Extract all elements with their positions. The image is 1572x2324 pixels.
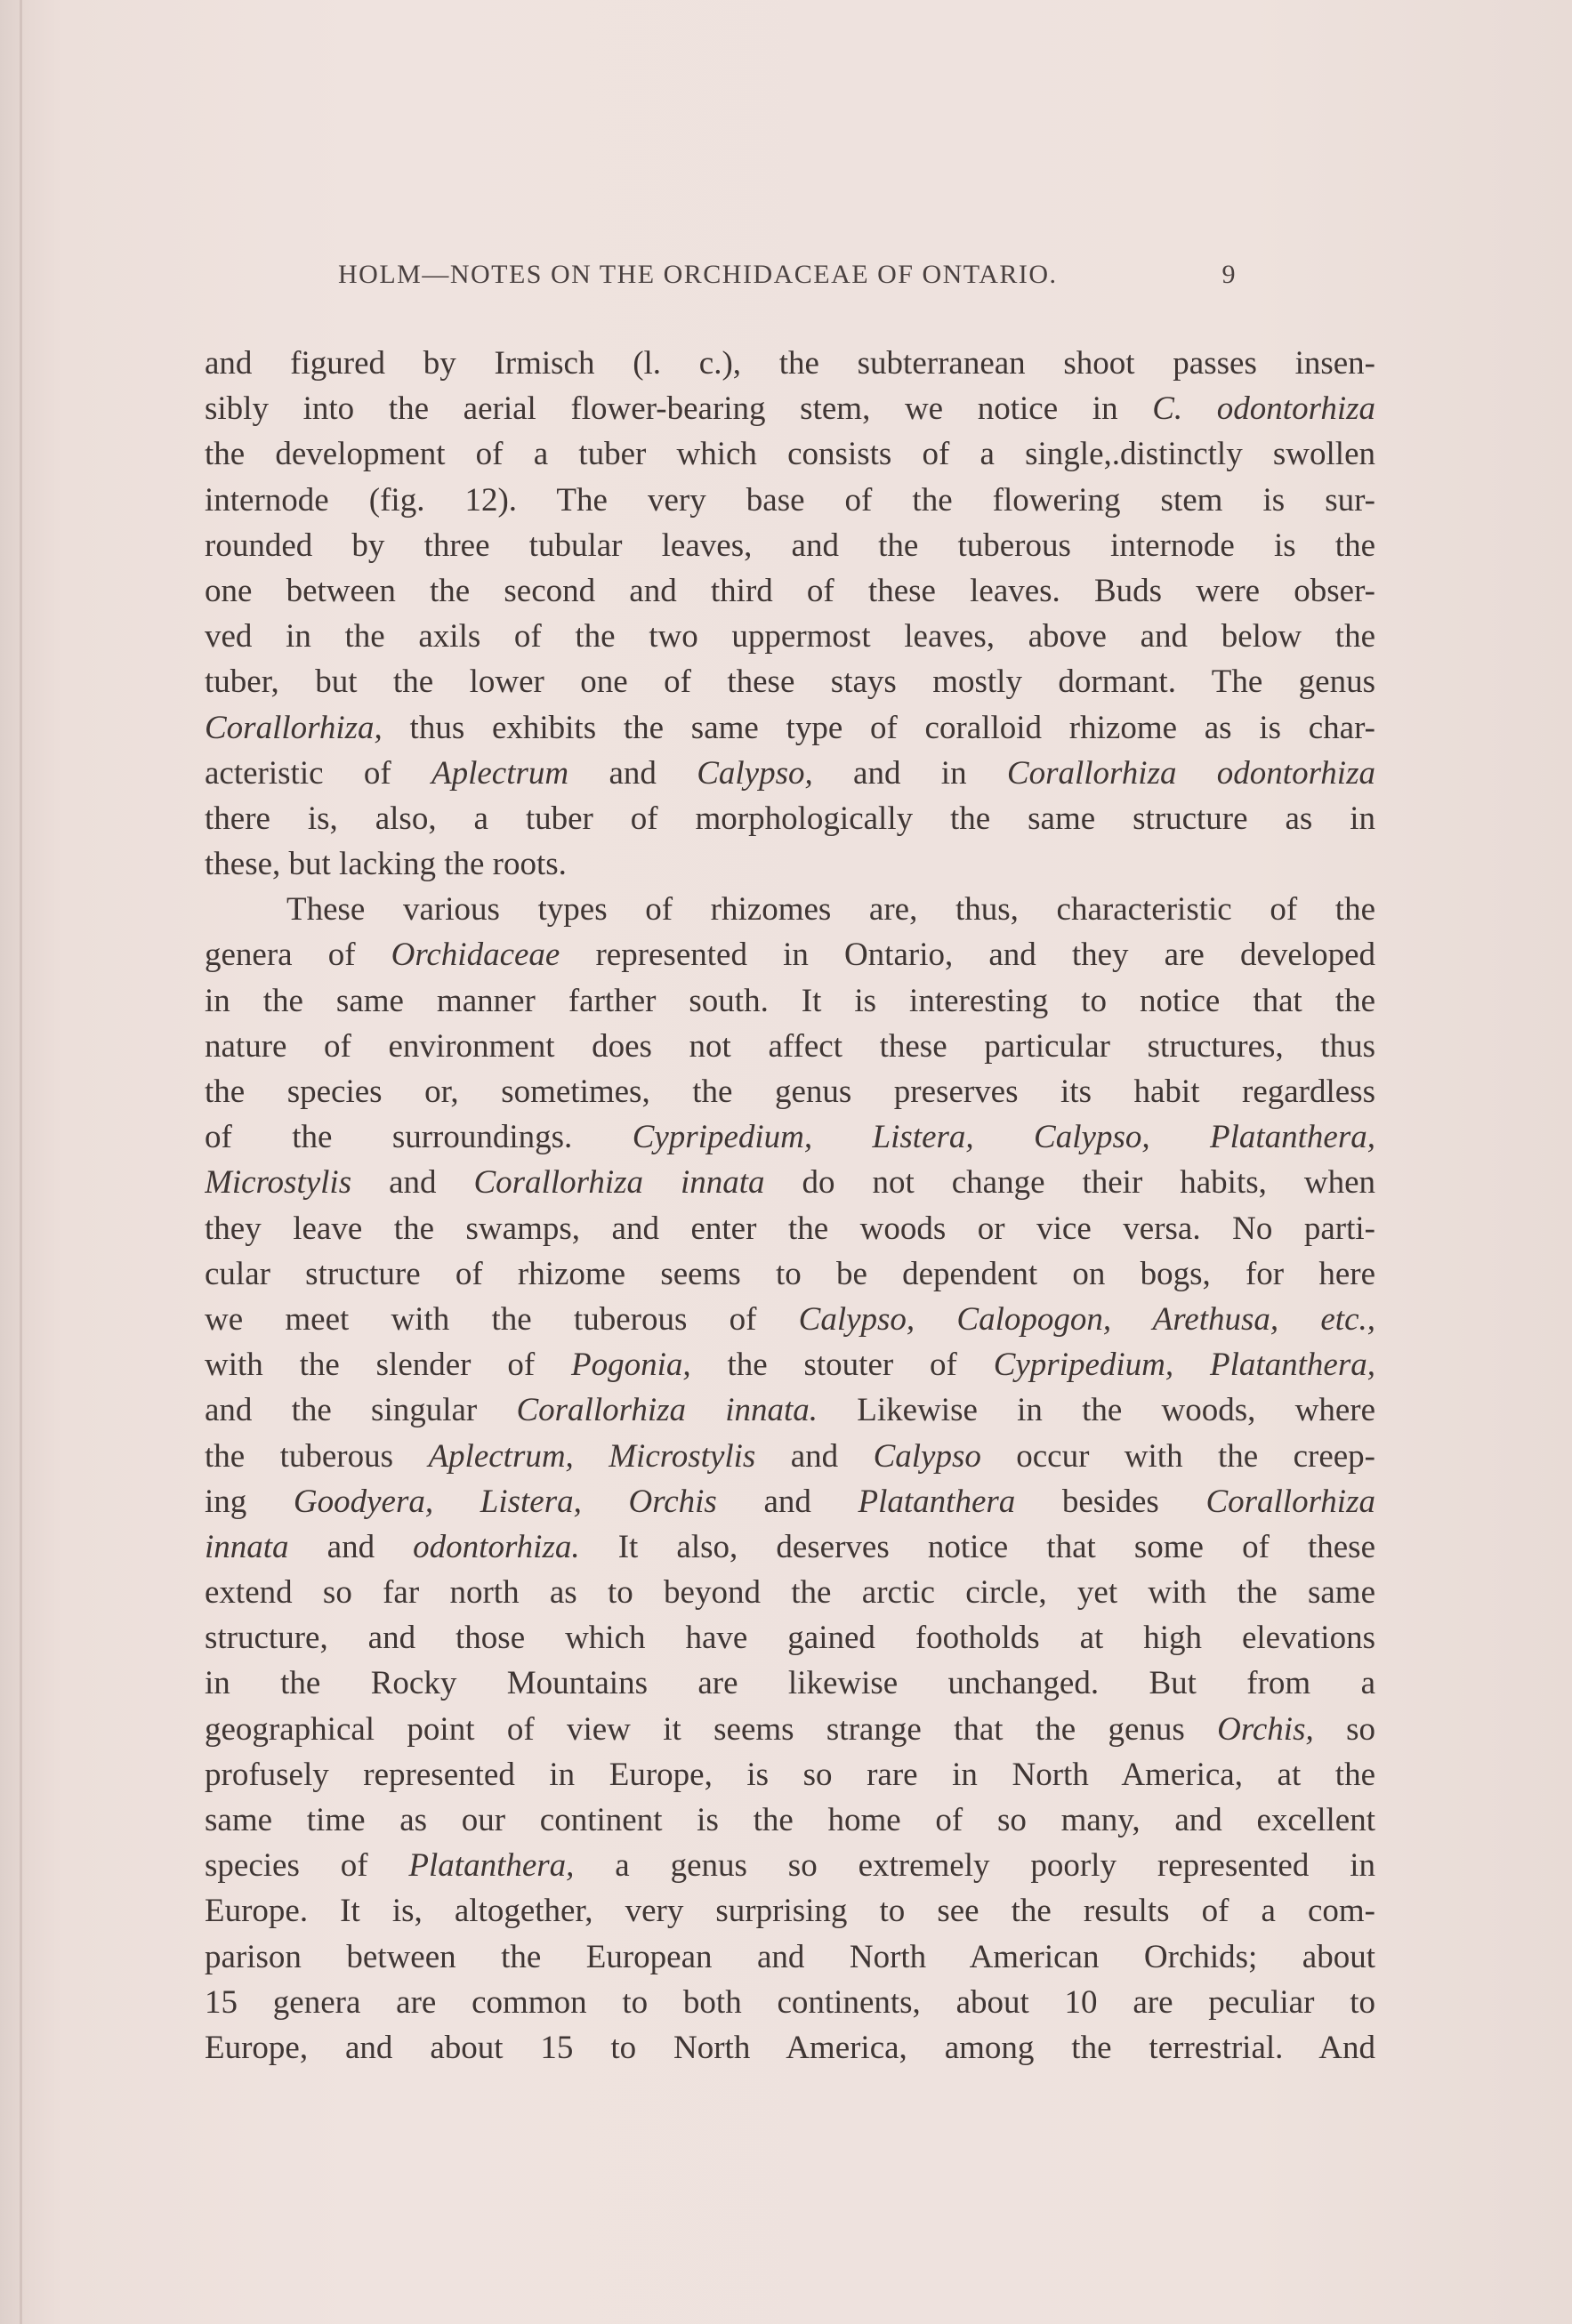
italic-text: Aplectrum, Microstylis bbox=[428, 1437, 756, 1475]
text-line bbox=[205, 1888, 1375, 1934]
text-run: sibly into the aerial flower-bearing stem, we notice in bbox=[205, 390, 1153, 428]
text-run: and in bbox=[812, 754, 1007, 792]
text-run: a genus so extremely poorly represented in bbox=[574, 1847, 1375, 1885]
text-line bbox=[205, 659, 1375, 704]
text-line bbox=[205, 1661, 1375, 1706]
text-run: and bbox=[755, 1437, 874, 1475]
text-run: nature of environment does not affect these particular structures, thus bbox=[205, 1027, 1375, 1065]
paragraph bbox=[205, 887, 1375, 2071]
text-run: the tuberous bbox=[205, 1437, 429, 1475]
italic-text: Corallorhiza innata. bbox=[516, 1392, 818, 1429]
text-run: and bbox=[716, 1483, 859, 1520]
italic-text: innata bbox=[205, 1528, 289, 1565]
text-run: we meet with the tuberous of bbox=[205, 1300, 799, 1338]
text-line bbox=[205, 796, 1375, 841]
text-run: and the singular bbox=[205, 1392, 517, 1429]
text-line bbox=[205, 431, 1375, 477]
text-line bbox=[205, 1524, 1375, 1570]
text-line bbox=[205, 1843, 1375, 1888]
text-run: Europe, and about 15 to North America, among the terrestrial. And bbox=[205, 2029, 1375, 2066]
text-line bbox=[205, 568, 1375, 614]
text-run: the species or, sometimes, the genus preserves its habit regardless bbox=[205, 1074, 1375, 1110]
text-run: in the Rocky Mountains are likewise unchanged. But from a bbox=[205, 1665, 1375, 1702]
text-run: there is, also, a tuber of morphologically the same structure as in bbox=[205, 800, 1375, 837]
text-line bbox=[205, 614, 1375, 659]
text-line bbox=[205, 1479, 1375, 1524]
text-line bbox=[205, 1297, 1375, 1342]
text-line bbox=[205, 1024, 1375, 1069]
text-run: and bbox=[351, 1164, 474, 1202]
text-run: ing bbox=[205, 1483, 294, 1520]
italic-text: Cypripedium, Platanthera, bbox=[993, 1347, 1375, 1384]
page-gutter bbox=[20, 0, 22, 2324]
italic-text: Aplectrum bbox=[431, 754, 569, 792]
text-run: so bbox=[1313, 1710, 1375, 1748]
text-run: rounded by three tubular leaves, and the tuberous internode is the bbox=[205, 527, 1375, 564]
italic-text: Microstylis bbox=[205, 1164, 352, 1202]
italic-text: Corallorhiza odontorhiza bbox=[1006, 754, 1375, 792]
text-run: do not change their habits, when bbox=[764, 1164, 1375, 1202]
italic-text: C. odontorhiza bbox=[1152, 390, 1375, 428]
text-run: internode (fig. 12). The very base of the flowering stem is sur- bbox=[205, 481, 1375, 519]
text-run: extend so far north as to beyond the arctic circle, yet with the same bbox=[205, 1574, 1375, 1612]
text-line bbox=[205, 1114, 1375, 1160]
text-run: acteristic of bbox=[205, 754, 431, 792]
text-line bbox=[205, 1707, 1375, 1752]
text-line bbox=[205, 1206, 1375, 1251]
text-run: profusely represented in Europe, is so rare in North America, at the bbox=[205, 1756, 1375, 1793]
text-run: they leave the swamps, and enter the woods or vice versa. No parti- bbox=[205, 1210, 1375, 1247]
text-run: and bbox=[288, 1528, 414, 1565]
text-run: occur with the creep- bbox=[980, 1437, 1375, 1475]
italic-text: Corallorhiza bbox=[1205, 1483, 1375, 1520]
text-line bbox=[205, 1934, 1375, 1980]
text-line bbox=[205, 1615, 1375, 1661]
text-run: Europe. It is, altogether, very surprising to see the results of a com- bbox=[205, 1893, 1375, 1930]
text-run: the stouter of bbox=[690, 1347, 994, 1384]
text-run: and bbox=[568, 754, 697, 792]
italic-text: Orchis, bbox=[1217, 1710, 1314, 1748]
text-line bbox=[205, 705, 1375, 751]
text-line bbox=[205, 341, 1375, 386]
text-run: parison between the European and North American Orchids; about bbox=[205, 1938, 1375, 1975]
text-line bbox=[205, 841, 1375, 887]
text-line bbox=[205, 523, 1375, 568]
text-line bbox=[205, 1980, 1375, 2025]
text-run: with the slender of bbox=[205, 1347, 571, 1384]
italic-text: Orchidaceae bbox=[391, 937, 560, 974]
italic-text: Pogonia, bbox=[570, 1347, 691, 1384]
text-run: genera of bbox=[205, 937, 391, 974]
text-line bbox=[205, 1160, 1375, 1205]
text-line bbox=[205, 751, 1375, 796]
italic-text: Corallorhiza, bbox=[205, 709, 383, 746]
text-run: ved in the axils of the two uppermost leaves, above and below the bbox=[205, 618, 1375, 655]
text-line bbox=[205, 1069, 1375, 1114]
text-run: cular structure of rhizome seems to be dependent on bogs, for here bbox=[205, 1255, 1375, 1292]
text-run: same time as our continent is the home of so many, and excellent bbox=[205, 1802, 1375, 1838]
text-line bbox=[205, 1434, 1375, 1479]
text-run: in the same manner farther south. It is interesting to notice that the bbox=[205, 982, 1375, 1019]
text-run: besides bbox=[1015, 1483, 1206, 1520]
italic-text: Calypso bbox=[873, 1437, 981, 1475]
italic-text: odontorhiza. bbox=[413, 1528, 580, 1565]
text-line bbox=[205, 978, 1375, 1024]
text-line bbox=[205, 1342, 1375, 1387]
text-line bbox=[205, 887, 1375, 932]
text-line bbox=[205, 932, 1375, 977]
text-run: It also, deserves notice that some of these bbox=[579, 1528, 1375, 1565]
running-head bbox=[338, 260, 1237, 295]
text-line bbox=[205, 2025, 1375, 2071]
body-text bbox=[205, 341, 1375, 2071]
text-run: thus exhibits the same type of coralloid rhizome as is char- bbox=[382, 709, 1375, 746]
text-line bbox=[205, 1570, 1375, 1615]
text-line bbox=[205, 386, 1375, 431]
text-line bbox=[205, 1251, 1375, 1297]
text-run: and figured by Irmisch (l. c.), the subterranean shoot passes insen- bbox=[205, 345, 1375, 382]
text-line bbox=[205, 1387, 1375, 1433]
italic-text: Goodyera, Listera, Orchis bbox=[293, 1483, 717, 1520]
text-run: these, but lacking the roots. bbox=[205, 846, 567, 883]
italic-text: Corallorhiza innata bbox=[473, 1164, 765, 1202]
italic-text: Platanthera bbox=[858, 1483, 1016, 1520]
text-run: represented in Ontario, and they are developed bbox=[560, 937, 1375, 974]
text-run: 15 genera are common to both continents, about 10 are peculiar to bbox=[205, 1983, 1375, 2021]
text-run: Likewise in the woods, where bbox=[818, 1392, 1375, 1429]
text-run: geographical point of view it seems strange that the genus bbox=[205, 1710, 1218, 1748]
text-run: These various types of rhizomes are, thus, characteristic of the bbox=[286, 891, 1375, 929]
italic-text: Calypso, Calopogon, Arethusa, etc., bbox=[798, 1300, 1375, 1338]
text-run: one between the second and third of these leaves. Buds were obser- bbox=[205, 572, 1375, 609]
text-run: the development of a tuber which consists of a single,.distinctly swollen bbox=[205, 436, 1375, 473]
italic-text: Platanthera, bbox=[408, 1847, 575, 1885]
page-number: 9 bbox=[1221, 260, 1237, 289]
text-run: species of bbox=[205, 1847, 409, 1885]
text-line bbox=[205, 1797, 1375, 1843]
italic-text: Calypso, bbox=[697, 754, 813, 792]
text-run: of the surroundings. bbox=[205, 1119, 633, 1156]
italic-text: Cypripedium, Listera, Calypso, Platanthera, bbox=[632, 1119, 1375, 1156]
paragraph bbox=[205, 341, 1375, 887]
text-line bbox=[205, 478, 1375, 523]
text-run: structure, and those which have gained footholds at high elevations bbox=[205, 1620, 1375, 1657]
running-head-title: HOLM—NOTES ON THE ORCHIDACEAE OF ONTARIO. bbox=[338, 260, 1058, 289]
text-run: tuber, but the lower one of these stays mostly dormant. The genus bbox=[205, 663, 1375, 701]
text-line bbox=[205, 1752, 1375, 1797]
